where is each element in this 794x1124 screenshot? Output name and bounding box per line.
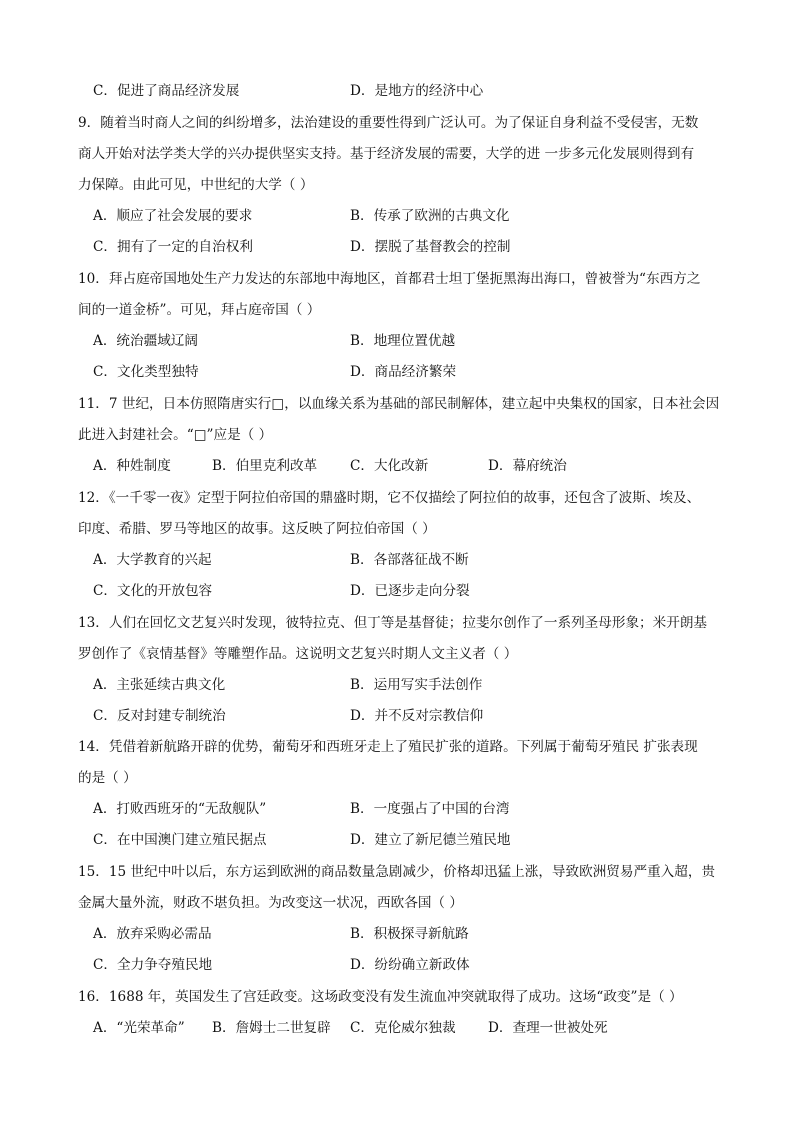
q11-option-a: A．种姓制度 <box>93 458 171 474</box>
q16-option-d: D．查理一世被处死 <box>488 1020 608 1036</box>
q8-option-d: D．是地方的经济中心 <box>350 83 484 99</box>
q10-stem-line-1: 10．拜占庭帝国地处生产力发达的东部地中海地区，首都君士坦丁堡扼黑海出海口，曾被誉为“东西方之 <box>78 271 701 287</box>
q11-stem-line-1: 11．7 世纪，日本仿照隋唐实行□，以血缘关系为基础的部民制解体，建立起中央集权的国家，日本社会因 <box>78 396 720 412</box>
q9-option-c: C．拥有了一定的自治权利 <box>93 239 253 255</box>
q12-stem-line-2: 印度、希腊、罗马等地区的故事。这反映了阿拉伯帝国（ ） <box>78 521 436 537</box>
q11-option-c: C．大化改新 <box>350 458 429 474</box>
q11-option-b: B．伯里克利改革 <box>212 458 318 474</box>
q12-option-c: C．文化的开放包容 <box>93 583 213 599</box>
q16-option-a: A．“光荣革命” <box>93 1020 185 1036</box>
q13-option-a: A．主张延续古典文化 <box>93 677 226 693</box>
q10-stem-line-2: 间的一道金桥”。可见，拜占庭帝国（ ） <box>78 302 321 318</box>
q9-stem-line-1: 9．随着当时商人之间的纠纷增多，法治建设的重要性得到广泛认可。为了保证自身利益不受侵害，无数 <box>78 115 699 131</box>
q10-option-b: B．地理位置优越 <box>350 333 456 349</box>
q9-option-a: A．顺应了社会发展的要求 <box>93 208 253 224</box>
q12-option-b: B．各部落征战不断 <box>350 552 469 568</box>
q11-stem-line-2: 此进入封建社会。“□”应是（ ） <box>78 427 273 443</box>
q15-stem-line-2: 金属大量外流，财政不堪负担。为改变这一状况，西欧各国（ ） <box>78 895 463 911</box>
q9-stem-line-2: 商人开始对法学类大学的兴办提供坚实支持。基于经济发展的需要，大学的进 一步多元化发展则得到有 <box>78 146 695 162</box>
q12-stem-line-1: 12．《一千零一夜》定型于阿拉伯帝国的鼎盛时期，它不仅描绘了阿拉伯的故事，还包含了波斯、埃及、 <box>78 490 701 506</box>
q13-option-c: C．反对封建专制统治 <box>93 708 226 724</box>
q9-stem-line-3: 力保障。由此可见，中世纪的大学（ ） <box>78 177 314 193</box>
q13-stem-line-1: 13．人们在回忆文艺复兴时发现，彼特拉克、但丁等是基督徒；拉斐尔创作了一系列圣母形象；米开朗基 <box>78 615 708 631</box>
q12-option-d: D．已逐步走向分裂 <box>350 583 470 599</box>
q14-option-d: D．建立了新尼德兰殖民地 <box>350 832 511 848</box>
q15-stem-line-1: 15．15 世纪中叶以后，东方运到欧洲的商品数量急剧减少，价格却迅猛上涨，导致欧洲贸易严重入超，贵 <box>78 864 716 880</box>
q9-option-b: B．传承了欧洲的古典文化 <box>350 208 510 224</box>
q16-stem-line-1: 16．1688 年，英国发生了宫廷政变。这场政变没有发生流血冲突就取得了成功。这场“政变”是（ ） <box>78 989 683 1005</box>
q16-option-c: C．克伦威尔独裁 <box>350 1020 456 1036</box>
q13-option-b: B．运用写实手法创作 <box>350 677 483 693</box>
q8-option-c: C．促进了商品经济发展 <box>93 83 240 99</box>
q16-option-b: B．詹姆士二世复辟 <box>212 1020 331 1036</box>
q15-option-d: D．纷纷确立新政体 <box>350 957 470 973</box>
q12-option-a: A．大学教育的兴起 <box>93 552 212 568</box>
q13-stem-line-2: 罗创作了《哀情基督》等雕塑作品。这说明文艺复兴时期人文主义者（ ） <box>78 646 518 662</box>
q10-option-c: C．文化类型独特 <box>93 364 199 380</box>
q14-stem-line-2: 的是（ ） <box>78 770 137 786</box>
q13-option-d: D．并不反对宗教信仰 <box>350 708 484 724</box>
q10-option-d: D．商品经济繁荣 <box>350 364 457 380</box>
q14-option-a: A．打败西班牙的“无敌舰队” <box>93 801 267 817</box>
q15-option-c: C．全力争夺殖民地 <box>93 957 213 973</box>
q14-option-c: C．在中国澳门建立殖民据点 <box>93 832 267 848</box>
q15-option-a: A．放弃采购必需品 <box>93 926 212 942</box>
q11-option-d: D．幕府统治 <box>488 458 567 474</box>
q10-option-a: A．统治疆域辽阔 <box>93 333 198 349</box>
q9-option-d: D．摆脱了基督教会的控制 <box>350 239 511 255</box>
q14-stem-line-1: 14．凭借着新航路开辟的优势，葡萄牙和西班牙走上了殖民扩张的道路。下列属于葡萄牙殖民 扩张表现 <box>78 739 698 755</box>
q14-option-b: B．一度强占了中国的台湾 <box>350 801 510 817</box>
q15-option-b: B．积极探寻新航路 <box>350 926 469 942</box>
